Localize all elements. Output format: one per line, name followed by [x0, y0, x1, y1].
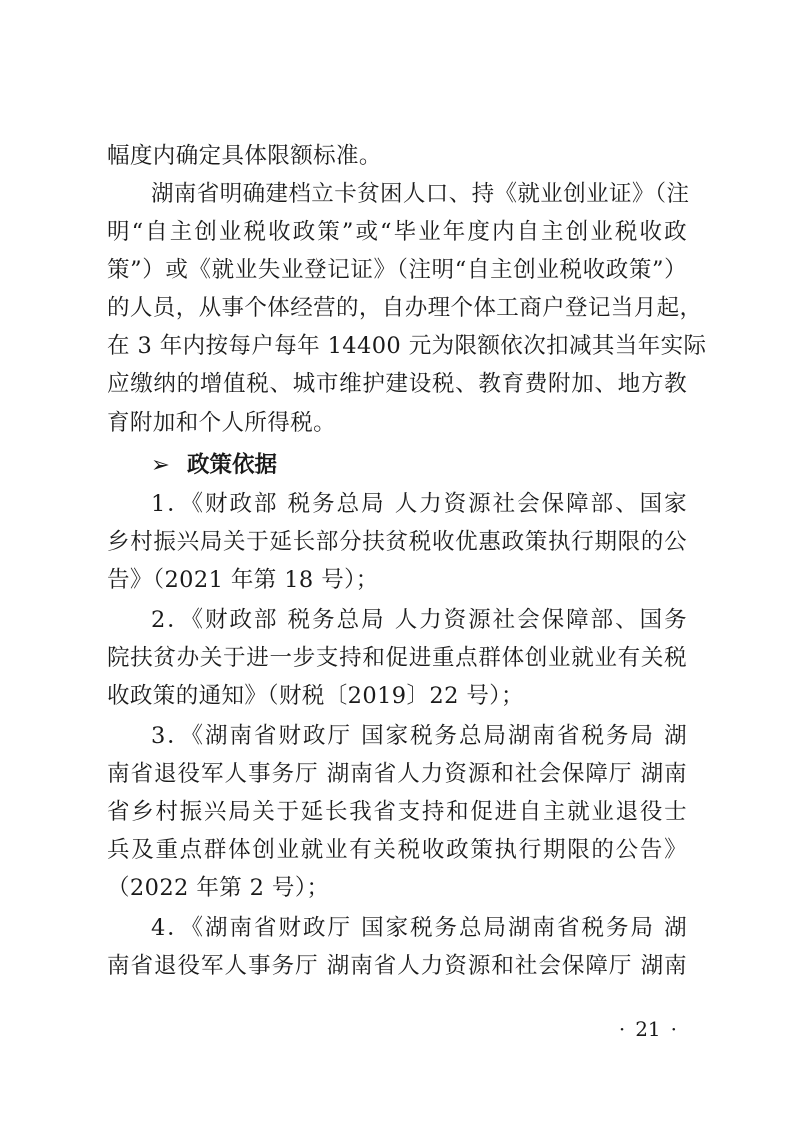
reference-item-1: 1．《财政部 税务总局 人力资源社会保障部、国家 [151, 491, 687, 517]
reference-line: 南省退役军人事务厅 湖南省人力资源和社会保障厅 湖南 [107, 761, 687, 787]
reference-line: 收政策的通知》（财税〔2019〕22 号）； [107, 683, 524, 709]
reference-item-4: 4．《湖南省财政厅 国家税务总局湖南省税务局 湖 [151, 915, 687, 941]
page-number: 21 [635, 1017, 661, 1041]
reference-line: 南省退役军人事务厅 湖南省人力资源和社会保障厅 湖南 [107, 953, 687, 979]
section-heading [151, 447, 277, 483]
footer-dot-left: · [618, 1017, 626, 1041]
body-line: 应缴纳的增值税、城市维护建设税、教育费附加、地方教 [107, 371, 687, 397]
section-title: 政策依据 [187, 452, 278, 478]
body-line: 在 3 年内按每户每年 14400 元为限额依次扣减其当年实际 [107, 333, 707, 359]
body-line: 的人员，从事个体经营的，自办理个体工商户登记当月起， [107, 295, 703, 321]
body-line: 明“自主创业税收政策”或“毕业年度内自主创业税收政 [107, 219, 687, 245]
body-line: 策”）或《就业失业登记证》（注明“自主创业税收政策”） [107, 257, 687, 283]
reference-line: 告》（2021 年第 18 号）； [107, 567, 379, 593]
reference-item-2: 2．《财政部 税务总局 人力资源社会保障部、国务 [151, 607, 687, 633]
page-footer [609, 1011, 687, 1047]
reference-line: 院扶贫办关于进一步支持和促进重点群体创业就业有关税 [107, 645, 687, 671]
body-line: 育附加和个人所得税。 [107, 410, 337, 436]
body-paragraph-start: 湖南省明确建档立卡贫困人口、持《就业创业证》（注 [151, 181, 690, 207]
body-line: 幅度内确定具体限额标准。 [107, 143, 382, 169]
footer-dot-right: · [670, 1017, 677, 1041]
reference-line: 兵及重点群体创业就业有关税收政策执行期限的公告》 [107, 837, 687, 863]
reference-line: （2022 年第 2 号）； [107, 875, 330, 901]
reference-line: 省乡村振兴局关于延长我省支持和促进自主就业退役士 [107, 799, 687, 825]
reference-line: 乡村振兴局关于延长部分扶贫税收优惠政策执行期限的公 [107, 529, 687, 555]
arrow-bullet-icon: ➢ [151, 452, 170, 478]
reference-item-3: 3．《湖南省财政厅 国家税务总局湖南省税务局 湖 [151, 723, 687, 749]
